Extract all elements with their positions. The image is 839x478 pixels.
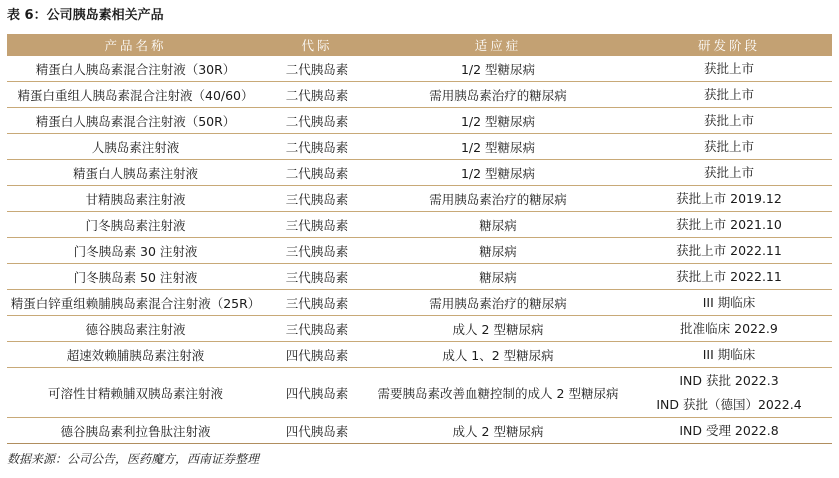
cell-product-name: 精蛋白人胰岛素注射液 [7, 160, 264, 186]
cell-product-name: 甘精胰岛素注射液 [7, 186, 264, 212]
stage-line: 获批上市 2022.11 [676, 268, 782, 284]
cell-generation: 三代胰岛素 [264, 212, 370, 238]
cell-generation: 四代胰岛素 [264, 418, 370, 444]
cell-stage [626, 108, 832, 134]
header-generation: 代际 [264, 34, 370, 56]
stage-line: 获批上市 [703, 138, 754, 154]
header-stage: 研发阶段 [626, 34, 832, 56]
cell-stage [626, 56, 832, 82]
cell-indication: 1/2 型糖尿病 [370, 56, 626, 82]
table-row [7, 238, 832, 264]
cell-stage [626, 418, 832, 444]
cell-indication: 1/2 型糖尿病 [370, 160, 626, 186]
cell-product-name: 门冬胰岛素 50 注射液 [7, 264, 264, 290]
table-row [7, 160, 832, 186]
product-table [7, 34, 832, 444]
cell-indication: 成人 2 型糖尿病 [370, 418, 626, 444]
cell-generation: 三代胰岛素 [264, 238, 370, 264]
cell-product-name: 超速效赖脯胰岛素注射液 [7, 342, 264, 368]
table-row [7, 368, 832, 418]
stage-line: 获批上市 [703, 86, 754, 102]
cell-stage [626, 82, 832, 108]
cell-indication: 1/2 型糖尿病 [370, 134, 626, 160]
table-row [7, 316, 832, 342]
cell-generation: 三代胰岛素 [264, 316, 370, 342]
cell-stage [626, 264, 832, 290]
cell-stage [626, 290, 832, 316]
stage-line: IND 受理 2022.8 [679, 422, 779, 438]
cell-product-name: 门冬胰岛素 30 注射液 [7, 238, 264, 264]
table-row [7, 342, 832, 368]
cell-stage [626, 212, 832, 238]
cell-indication: 成人 1、2 型糖尿病 [370, 342, 626, 368]
table-row [7, 264, 832, 290]
stage-line: 获批上市 [703, 164, 754, 180]
cell-generation: 二代胰岛素 [264, 160, 370, 186]
table-row [7, 56, 832, 82]
header-product-name: 产品名称 [7, 34, 264, 56]
table-row [7, 82, 832, 108]
table-row [7, 418, 832, 444]
table-row [7, 290, 832, 316]
cell-stage [626, 186, 832, 212]
cell-generation: 二代胰岛素 [264, 56, 370, 82]
cell-stage [626, 342, 832, 368]
cell-generation: 三代胰岛素 [264, 186, 370, 212]
stage-line: 获批上市 2019.12 [676, 190, 782, 206]
cell-generation: 四代胰岛素 [264, 368, 370, 418]
cell-indication: 糖尿病 [370, 238, 626, 264]
cell-product-name: 人胰岛素注射液 [7, 134, 264, 160]
table-row [7, 186, 832, 212]
stage-line: III 期临床 [702, 346, 756, 362]
cell-stage [626, 160, 832, 186]
cell-generation: 三代胰岛素 [264, 264, 370, 290]
header-indication: 适应症 [370, 34, 626, 56]
cell-indication: 糖尿病 [370, 212, 626, 238]
table-title: 表 6：公司胰岛素相关产品 [7, 8, 164, 23]
cell-stage [626, 134, 832, 160]
cell-generation: 二代胰岛素 [264, 108, 370, 134]
cell-indication: 成人 2 型糖尿病 [370, 316, 626, 342]
cell-stage [626, 368, 832, 418]
cell-generation: 四代胰岛素 [264, 342, 370, 368]
stage-line: 获批上市 2021.10 [676, 216, 782, 232]
table-row [7, 108, 832, 134]
cell-product-name: 可溶性甘精赖脯双胰岛素注射液 [7, 368, 264, 418]
cell-indication: 1/2 型糖尿病 [370, 108, 626, 134]
cell-indication: 需用胰岛素治疗的糖尿病 [370, 82, 626, 108]
table-row [7, 212, 832, 238]
cell-generation: 三代胰岛素 [264, 290, 370, 316]
stage-line: 获批上市 2022.11 [676, 242, 782, 258]
cell-stage [626, 316, 832, 342]
stage-line: IND 获批（德国）2022.4 [656, 396, 802, 412]
cell-indication: 需用胰岛素治疗的糖尿病 [370, 186, 626, 212]
cell-product-name: 精蛋白人胰岛素混合注射液（30R） [7, 56, 264, 82]
table-header-row [7, 34, 832, 56]
cell-indication: 需用胰岛素治疗的糖尿病 [370, 290, 626, 316]
cell-product-name: 精蛋白锌重组赖脯胰岛素混合注射液（25R） [7, 290, 264, 316]
stage-line: III 期临床 [702, 294, 756, 310]
cell-product-name: 精蛋白人胰岛素混合注射液（50R） [7, 108, 264, 134]
data-source-note: 数据来源：公司公告，医药魔方，西南证券整理 [7, 452, 260, 466]
cell-product-name: 门冬胰岛素注射液 [7, 212, 264, 238]
cell-indication: 需要胰岛素改善血糖控制的成人 2 型糖尿病 [370, 368, 626, 418]
cell-product-name: 德谷胰岛素利拉鲁肽注射液 [7, 418, 264, 444]
cell-indication: 糖尿病 [370, 264, 626, 290]
cell-product-name: 德谷胰岛素注射液 [7, 316, 264, 342]
table-row [7, 134, 832, 160]
stage-line: 获批上市 [703, 60, 754, 76]
cell-generation: 二代胰岛素 [264, 134, 370, 160]
stage-line: 获批上市 [703, 112, 754, 128]
cell-product-name: 精蛋白重组人胰岛素混合注射液（40/60） [7, 82, 264, 108]
stage-line: 批准临床 2022.9 [680, 320, 778, 336]
cell-stage [626, 238, 832, 264]
stage-line: IND 获批 2022.3 [679, 372, 779, 388]
table-body [7, 56, 832, 444]
cell-generation: 二代胰岛素 [264, 82, 370, 108]
